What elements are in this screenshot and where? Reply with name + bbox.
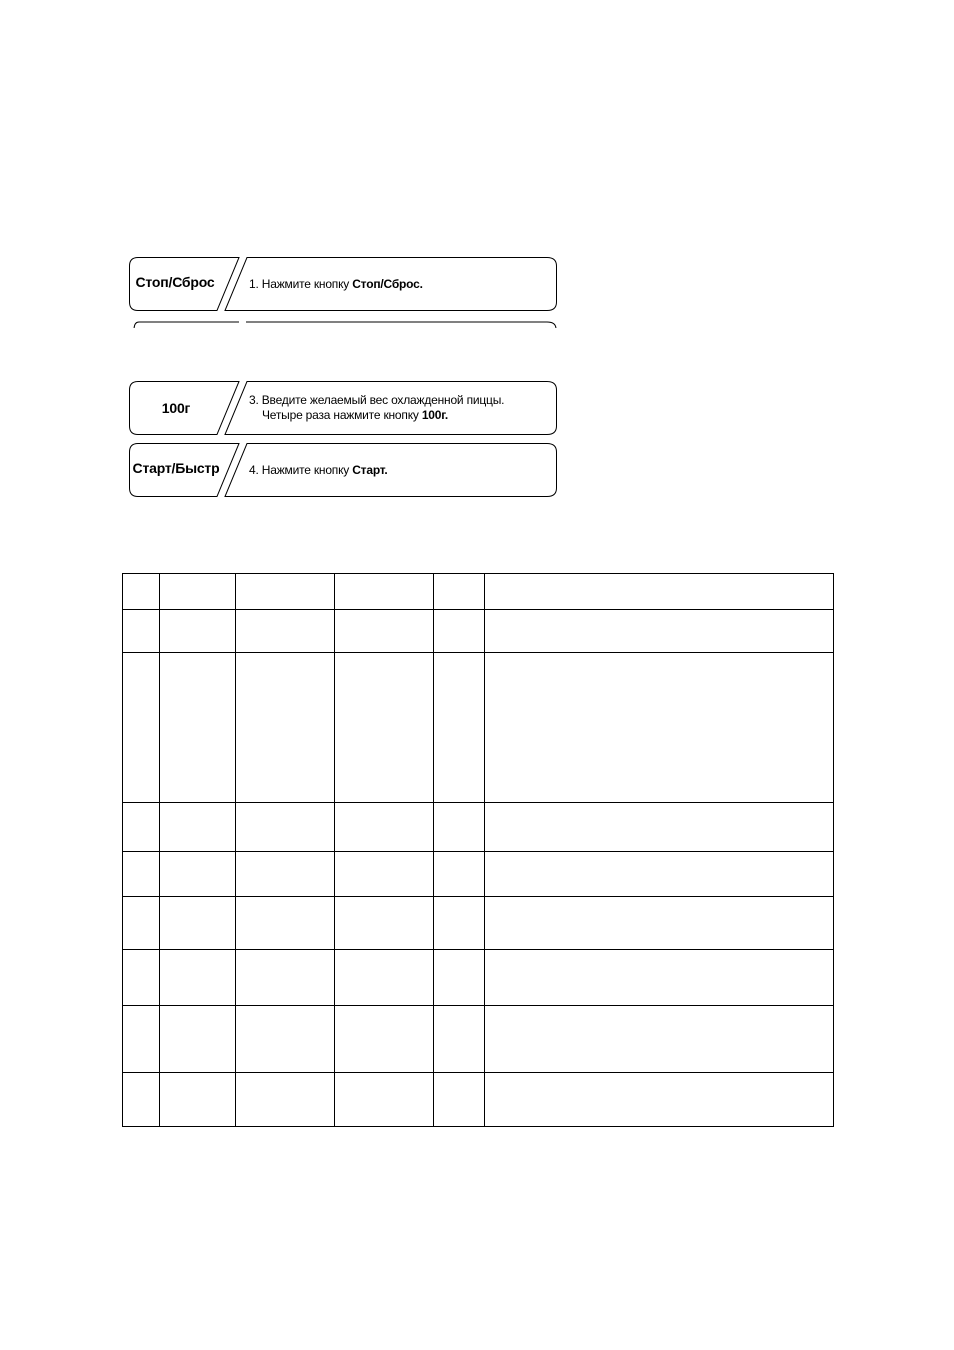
step-2-clipped — [129, 318, 557, 328]
table-row — [123, 897, 834, 950]
step-4 — [129, 443, 557, 497]
step-button-name: Стоп/Сброс. — [352, 276, 423, 291]
table-row — [123, 852, 834, 897]
step-button-name: 100г. — [421, 408, 448, 422]
step-4-text — [249, 443, 388, 497]
step-number: 4. — [249, 462, 259, 477]
table-row — [123, 1006, 834, 1073]
table-row — [123, 950, 834, 1006]
step-3 — [129, 381, 557, 435]
step-number: 3. — [249, 393, 259, 407]
step-number: 1. — [249, 276, 259, 291]
cooking-table — [122, 573, 834, 1127]
100g-button: 100г — [161, 400, 191, 416]
table-row — [123, 803, 834, 852]
table-row — [123, 610, 834, 653]
table-row — [123, 574, 834, 610]
step-frame — [129, 321, 557, 328]
step-text: Введите желаемый вес охлажденной пиццы. — [261, 393, 505, 407]
table-row — [123, 653, 834, 803]
stop-reset-button: Стоп/Сброс — [135, 274, 215, 290]
step-1-text — [249, 257, 423, 311]
table-row — [123, 1073, 834, 1127]
step-3-text — [249, 381, 504, 435]
step-text: Четыре раза нажмите кнопку — [262, 408, 422, 422]
step-text: Нажмите кнопку — [261, 462, 353, 477]
step-text: Нажмите кнопку — [261, 276, 353, 291]
step-1 — [129, 257, 557, 311]
step-button-name: Старт. — [352, 462, 388, 477]
start-quick-button: Старт/Быстр — [132, 460, 220, 476]
